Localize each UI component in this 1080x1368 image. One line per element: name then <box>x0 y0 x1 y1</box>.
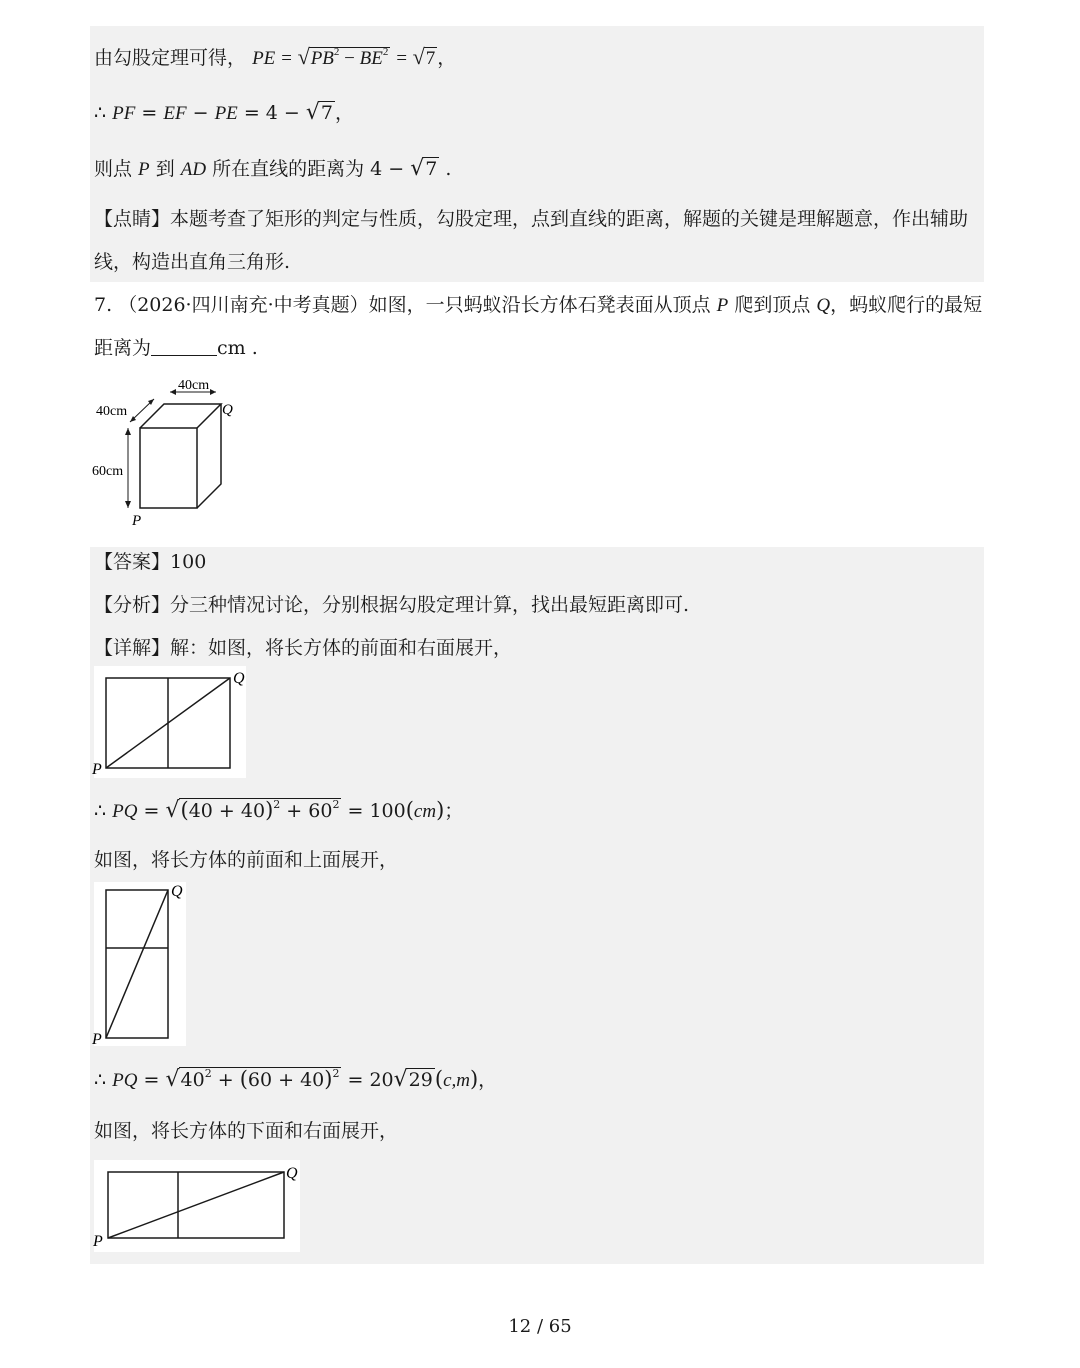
equation-2-line: ∴ PQ = $√40^2 + (60 + 40)^2 = 20√29(c,m)$， <box>94 1067 498 1092</box>
answer-line: 【答案】100 <box>94 551 207 573</box>
dianjing-line-1: 【点睛】本题考查了矩形的判定与性质，勾股定理，点到直线的距离，解题的关键是理解题意，作出辅助 <box>94 208 969 230</box>
cuboid-front-face <box>140 428 197 508</box>
net-figure-front-right <box>90 664 250 780</box>
equation-1-line: ∴ PQ = $√(40 + 40)^2 + 60^2 = 100(cm)$； <box>94 798 464 823</box>
net1-label-q: Q <box>233 670 245 687</box>
label-60cm-height: 60cm <box>92 464 124 479</box>
detail-line: 【详解】解：如图，将长方体的前面和右面展开， <box>94 637 513 659</box>
case-2-line: 如图，将长方体的前面和上面展开， <box>94 849 399 871</box>
question-7-line-2: 距离为 cm . <box>94 337 258 359</box>
path-pq-3 <box>108 1172 284 1238</box>
answer-blank <box>151 337 217 356</box>
distance-conclusion-line: 则点 P 到 AD 所在直线的距离为 4 − √7 . <box>94 156 452 181</box>
cuboid-side-face <box>197 404 221 508</box>
net3-label-p: P <box>93 1233 103 1250</box>
label-40cm-depth: 40cm <box>96 404 128 419</box>
net2-label-p: P <box>92 1031 102 1048</box>
cuboid-figure <box>90 372 250 532</box>
page-indicator: 12 / 65 <box>508 1316 572 1337</box>
dianjing-line-2: 线，构造出直角三角形. <box>94 251 291 273</box>
label-p: P <box>132 513 142 529</box>
case-3-line: 如图，将长方体的下面和右面展开， <box>94 1120 399 1142</box>
question-7-line-1: 7. （2026·四川南充·中考真题）如图，一只蚂蚁沿长方体石凳表面从顶点 P 爬到顶点 Q，蚂蚁爬行的最短 <box>94 294 983 316</box>
net2-label-q: Q <box>171 883 183 900</box>
pf-equation-line: ∴ PF = EF − PE = 4 − √7 ， <box>94 100 355 125</box>
path-pq-2 <box>106 890 168 1038</box>
net3-label-q: Q <box>286 1165 298 1182</box>
analysis-line: 【分析】分三种情况讨论，分别根据勾股定理计算，找出最短距离即可. <box>94 594 690 616</box>
net-figure-bottom-right <box>90 1158 304 1254</box>
label-q: Q <box>222 402 233 418</box>
net-figure-front-top <box>90 878 190 1048</box>
label-40cm-top: 40cm <box>178 378 210 393</box>
net1-label-p: P <box>92 761 102 778</box>
pythagoras-line: 由勾股定理可得， PE = $√PB^2 - BE^2 = √7$ ， <box>94 44 457 69</box>
cuboid-top-face <box>140 404 221 428</box>
